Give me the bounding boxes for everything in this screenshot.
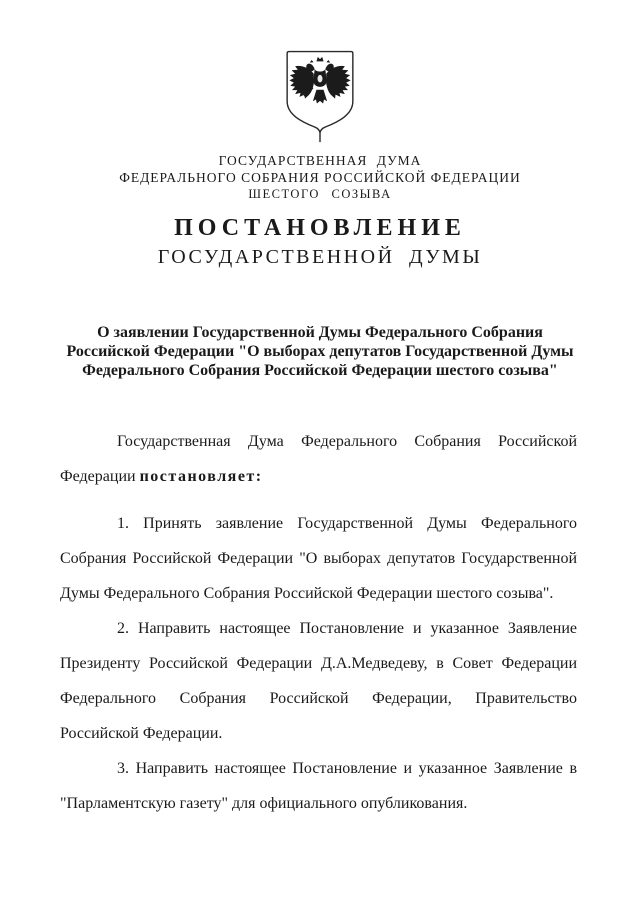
title-line: Федерального Собрания Российской Федерации шестого созыва" (82, 362, 558, 379)
body-paragraph-3: 3. Направить настоящее Постановление и указанное Заявление в "Парламентскую газету" для официального опубликования. (60, 760, 577, 812)
title-line: О заявлении Государственной Думы Федерального Собрания (97, 324, 543, 341)
doc-type-subtitle: ГОСУДАРСТВЕННОЙ ДУМЫ (157, 246, 483, 268)
resolution-subject-title (64, 323, 576, 380)
intro-text: Государственная Дума Федерального Собрания Российской Федерации (60, 433, 577, 485)
body-paragraph-1: 1. Принять заявление Государственной Думы Федерального Собрания Российской Федерации "О выборах депутатов Государственной Думы Федерального Собрания Российской Федерации шестого созыва". (60, 515, 577, 602)
document-body (0, 424, 640, 821)
org-name-line3: ШЕСТОГО СОЗЫВА (248, 187, 392, 201)
org-name-line2: ФЕДЕРАЛЬНОГО СОБРАНИЯ РОССИЙСКОЙ ФЕДЕРАЦИИ (119, 170, 521, 185)
document-type-heading (0, 215, 640, 269)
title-line: Российской Федерации "О выборах депутатов Государственной Думы (66, 343, 574, 360)
resolves-keyword: постановляет: (139, 468, 263, 485)
doc-type-title: ПОСТАНОВЛЕНИЕ (174, 215, 466, 241)
document-header (0, 152, 640, 203)
russia-coat-of-arms-icon (280, 48, 360, 143)
org-name-line1: ГОСУДАРСТВЕННАЯ ДУМА (218, 153, 422, 168)
body-paragraph-2: 2. Направить настоящее Постановление и указанное Заявление Президенту Российской Федерации Д.А.Медведеву, в Совет Федерации Федерального Собрания Российской Федерации, Правительство Российской Федерации. (60, 620, 577, 742)
intro-paragraph (60, 424, 577, 494)
